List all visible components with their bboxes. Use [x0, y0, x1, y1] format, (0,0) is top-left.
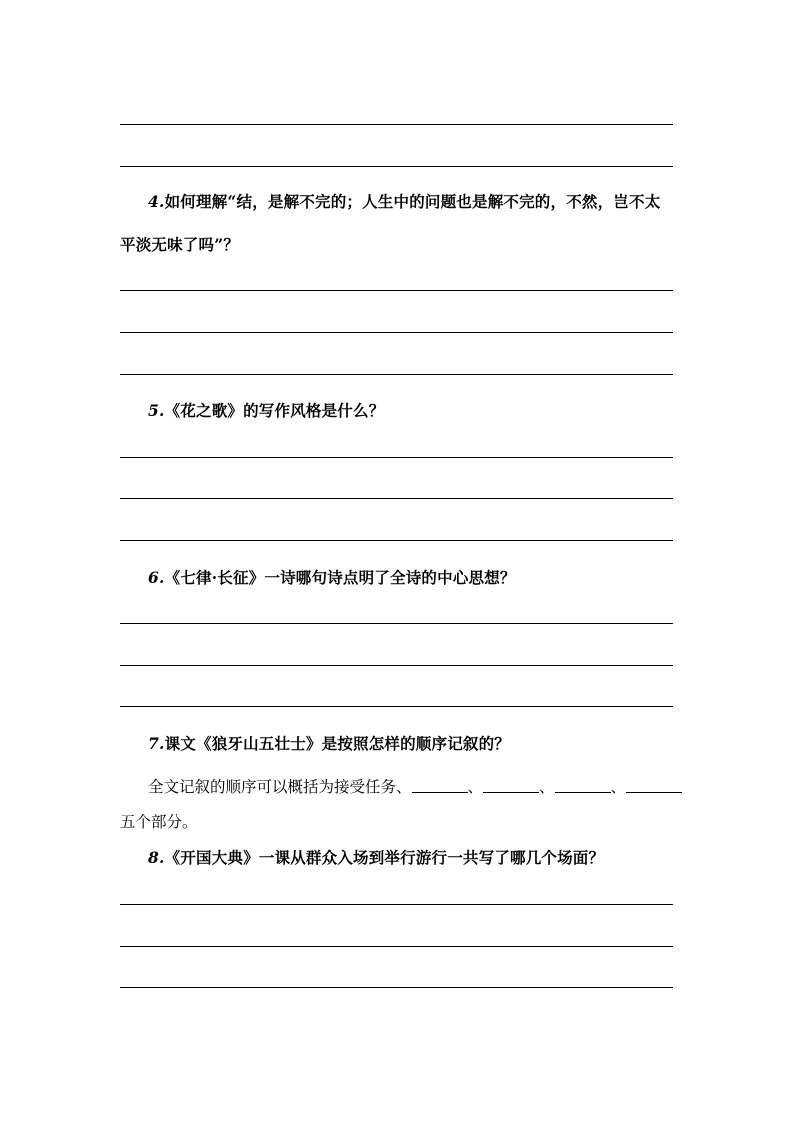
separator: 、 — [467, 778, 484, 796]
separator: 、 — [610, 778, 627, 796]
question-text: 平淡无味了吗”？ — [120, 235, 240, 254]
question-number: 4. — [148, 192, 165, 211]
answer-line — [120, 623, 673, 624]
answer-line — [120, 706, 673, 707]
answer-line — [120, 290, 673, 291]
blank-2[interactable] — [483, 792, 539, 793]
answer-line — [120, 540, 673, 541]
question-8 — [148, 846, 604, 868]
question-4 — [148, 190, 660, 212]
question-number: 7. — [148, 734, 165, 753]
question-text: 《开国大典》一课从群众入场到举行游行一共写了哪几个场面？ — [164, 848, 605, 867]
question-text: 《七律·长征》一诗哪句诗点明了全诗的中心思想？ — [164, 568, 516, 587]
blank-1[interactable] — [412, 792, 468, 793]
answer-line — [120, 904, 673, 905]
answer-line — [120, 457, 673, 458]
question-text: 课文《狼牙山五壮士》是按照怎样的顺序记叙的？ — [164, 734, 510, 753]
question-4-continued — [120, 233, 239, 255]
answer-suffix: 五个部分。 — [120, 813, 198, 831]
answer-line — [120, 124, 673, 125]
separator: 、 — [539, 778, 555, 796]
answer-line — [120, 166, 673, 167]
question-text: 《花之歌》的写作风格是什么？ — [164, 401, 385, 420]
question-number: 6. — [148, 568, 165, 587]
answer-line — [120, 332, 673, 333]
question-7-fill-in-continued — [120, 810, 198, 832]
answer-line — [120, 665, 673, 666]
question-number: 8. — [148, 848, 165, 867]
question-6 — [148, 566, 516, 588]
answer-prefix: 全文记叙的顺序可以概括为接受任务、 — [148, 778, 412, 796]
question-7 — [148, 732, 510, 754]
answer-line — [120, 374, 673, 375]
answer-line — [120, 498, 673, 499]
question-number: 5. — [148, 401, 165, 420]
question-5 — [148, 399, 384, 421]
answer-line — [120, 946, 673, 947]
blank-4[interactable] — [626, 792, 682, 793]
answer-line — [120, 987, 673, 988]
blank-3[interactable] — [555, 792, 611, 793]
question-7-fill-in — [148, 775, 682, 797]
question-text: 如何理解“结，是解不完的；人生中的问题也是解不完的，不然，岂不太 — [164, 192, 661, 211]
